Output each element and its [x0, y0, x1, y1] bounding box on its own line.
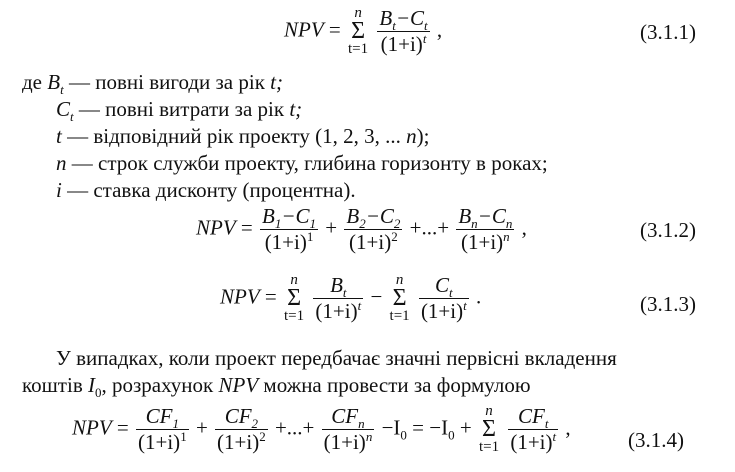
equation-number-3-1-1: (3.1.1) — [640, 20, 696, 44]
equals-sign: = — [328, 17, 347, 42]
sum-upper: n — [354, 5, 362, 22]
def-b: де $B_t$ — повні вигоди за рік t; — [22, 70, 283, 98]
fraction-2: $\frac{C_t}{(1+i)^t}$ — [420, 273, 467, 323]
sum-lower: t=1 — [348, 40, 369, 57]
equation-3-1-3: NPV = n Σ t=1 $\frac{B_t}{(1+i)^t}$ − n Σ t=1 $\frac{C_t}{(1+i)^t}$ . — [220, 272, 482, 324]
fraction — [377, 6, 429, 57]
npv-symbol: NPV — [196, 215, 236, 240]
equation-number-3-1-2: (3.1.2) — [640, 218, 696, 242]
def-i: i — ставка дисконту (процентна). — [56, 178, 356, 202]
fraction-n: $\frac{CF_n}{(1+i)^n}$ — [323, 404, 373, 454]
sigma-symbol: Σ — [482, 416, 496, 443]
fraction-1: $\frac{B_t}{(1+i)^t}$ — [315, 273, 362, 323]
equation-3-1-4: NPV = $\frac{CF_1}{(1+i)^1}$ + $\frac{CF_2}{(1+i)^2}$ +...+ $\frac{CF_n}{(1+i)^n}$ $-I_0 = -I_0$ + n Σ t=1 $\frac{CF_t}{(1+i)^t}$ , — [72, 403, 571, 455]
sum-operator — [348, 6, 368, 56]
def-t: t — відповідний рік проекту (1, 2, 3, ... n); — [56, 124, 430, 148]
sum-operator-1: n Σ t=1 — [284, 272, 305, 324]
equation-3-1-2: NPV = $\frac{B_1-C_1}{(1+i)^1}$ + $\frac{B_2-C_2}{(1+i)^2}$ +...+ $\frac{B_n-C_n}{(1+i)^n}$ , — [196, 204, 527, 254]
denominator: $(1+i)^t$ — [377, 31, 429, 57]
equation-number-3-1-3: (3.1.3) — [640, 292, 696, 316]
paragraph-line-1: У випадках, коли проект передбачає значні первісні вкладення — [56, 346, 617, 370]
equation-3-1-1 — [284, 6, 442, 57]
sigma-symbol: Σ — [392, 285, 407, 312]
fraction-1: $\frac{B_1-C_1}{(1+i)^1}$ — [262, 204, 317, 254]
equation-number-3-1-4: (3.1.4) — [628, 428, 684, 452]
fraction-2: $\frac{CF_2}{(1+i)^2}$ — [217, 404, 266, 454]
npv-symbol: NPV — [220, 284, 260, 309]
sum-operator-2: n Σ t=1 — [389, 272, 410, 324]
fraction-t: $\frac{CF_t}{(1+i)^t}$ — [510, 404, 557, 454]
fraction-1: $\frac{CF_1}{(1+i)^1}$ — [138, 404, 187, 454]
def-n: n — строк служби проекту, глибина горизонту в роках; — [56, 151, 548, 175]
numerator: $B_t-C_t$ — [379, 6, 428, 34]
comma: , — [436, 17, 443, 42]
paragraph-line-2: коштів $I_0$, розрахунок NPV можна провести за формулою — [22, 373, 531, 401]
sigma-symbol: Σ — [287, 285, 302, 312]
sigma-symbol: Σ — [351, 18, 366, 45]
npv-symbol: NPV — [72, 415, 112, 440]
fraction-n: $\frac{B_n-C_n}{(1+i)^n}$ — [458, 204, 513, 254]
npv-symbol: NPV — [284, 17, 324, 42]
fraction-2: $\frac{B_2-C_2}{(1+i)^2}$ — [346, 204, 401, 254]
def-c: $C_t$ — повні витрати за рік t; — [56, 97, 303, 125]
sum-operator: n Σ t=1 — [478, 403, 500, 455]
